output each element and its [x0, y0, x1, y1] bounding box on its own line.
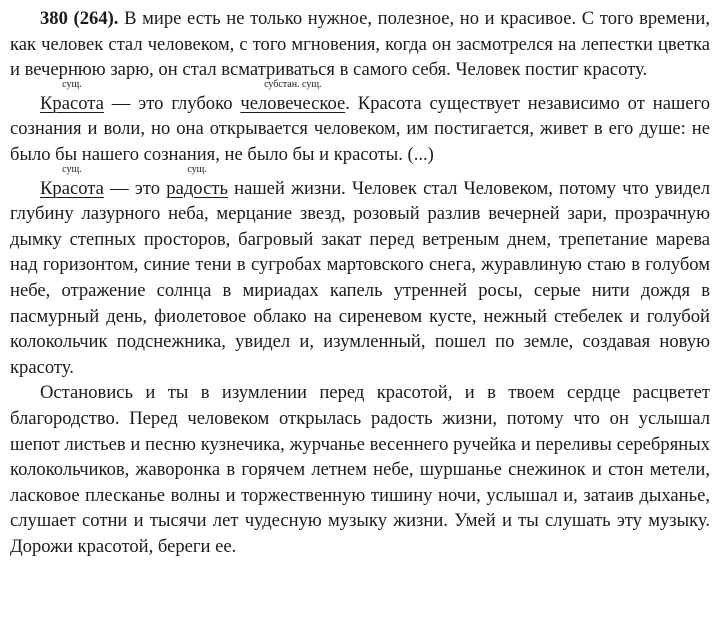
word-joy: радость	[166, 177, 228, 199]
exercise-number: 380 (264).	[40, 8, 119, 29]
text-fragment: . Красота существует независимо от нашего сознания и воли, но она открывается человеком, им постигается, живет в его душе: не было бы нашего сознания, не было бы и красоты. (...)	[10, 92, 710, 165]
grammar-label-substantivized-noun: субстан. сущ.	[264, 78, 322, 90]
paragraph-beauty-joy	[10, 163, 710, 381]
paragraph-intro-text: В мире есть не только нужное, полезное, но и красивое. С того времени, как человек стал человеком, с того мгновения, когда он засмотрелся на лепестки цветка и вечернюю зарю, он стал всматриваться в самого себя. Человек постиг красоту.	[10, 8, 710, 81]
annotated-word-beauty	[40, 78, 104, 117]
text-fragment: нашей жизни. Человек стал Человеком, потому что увидел глубину лазурного неба, мерцание звезд, розовый разлив вечерней зари, прозрачную дымку степных просторов, багровый закат перед ветреным днем, трепетание марева над горизонтом, синие тени в сугробах мартовского снега, журавлиную стаю в голубом небе, отражение солнца в мириадах капель утренней росы, серые нити дождя в пасмурный день, фиолетовое облако на сиреневом кусте, нежный стебелек и голубой колокольчик подснежника, увидел и, изумленный, пошел по земле, создавая новую красоту.	[10, 177, 710, 378]
word-beauty: Красота	[40, 177, 104, 199]
paragraph-intro	[10, 6, 710, 83]
text-fragment: — это	[103, 177, 167, 199]
grammar-label-noun: сущ.	[62, 78, 82, 90]
annotated-word-human	[240, 78, 346, 117]
grammar-label-noun: сущ.	[62, 163, 82, 175]
paragraph-beauty-human	[10, 78, 710, 168]
paragraph-music-of-life: Остановись и ты в изумлении перед красотой, и в твоем сердце расцветет благородство. Перед человеком открылась радость жизни, потому что он услышал шепот листьев и песню кузнечика, журчанье весеннего ручейка и переливы серебряных колокольчиков, жаворонка в горячем летнем небе, шуршанье снежинок и стон метели, ласковое плесканье волны и торжественную тишину ночи, услышал и, затаив дыханье, слушает сотни и тысячи лет чудесную музыку жизни. Умей и ты слушать эту музыку. Дорожи красотой, береги ее.	[10, 382, 710, 557]
textbook-page	[10, 6, 710, 559]
text-fragment: — это глубоко	[103, 92, 241, 114]
word-beauty: Красота	[40, 92, 104, 114]
annotated-word-joy	[166, 163, 228, 202]
annotated-word-beauty	[40, 163, 104, 202]
grammar-label-noun: сущ.	[187, 163, 207, 175]
word-human: человеческое	[240, 92, 346, 114]
